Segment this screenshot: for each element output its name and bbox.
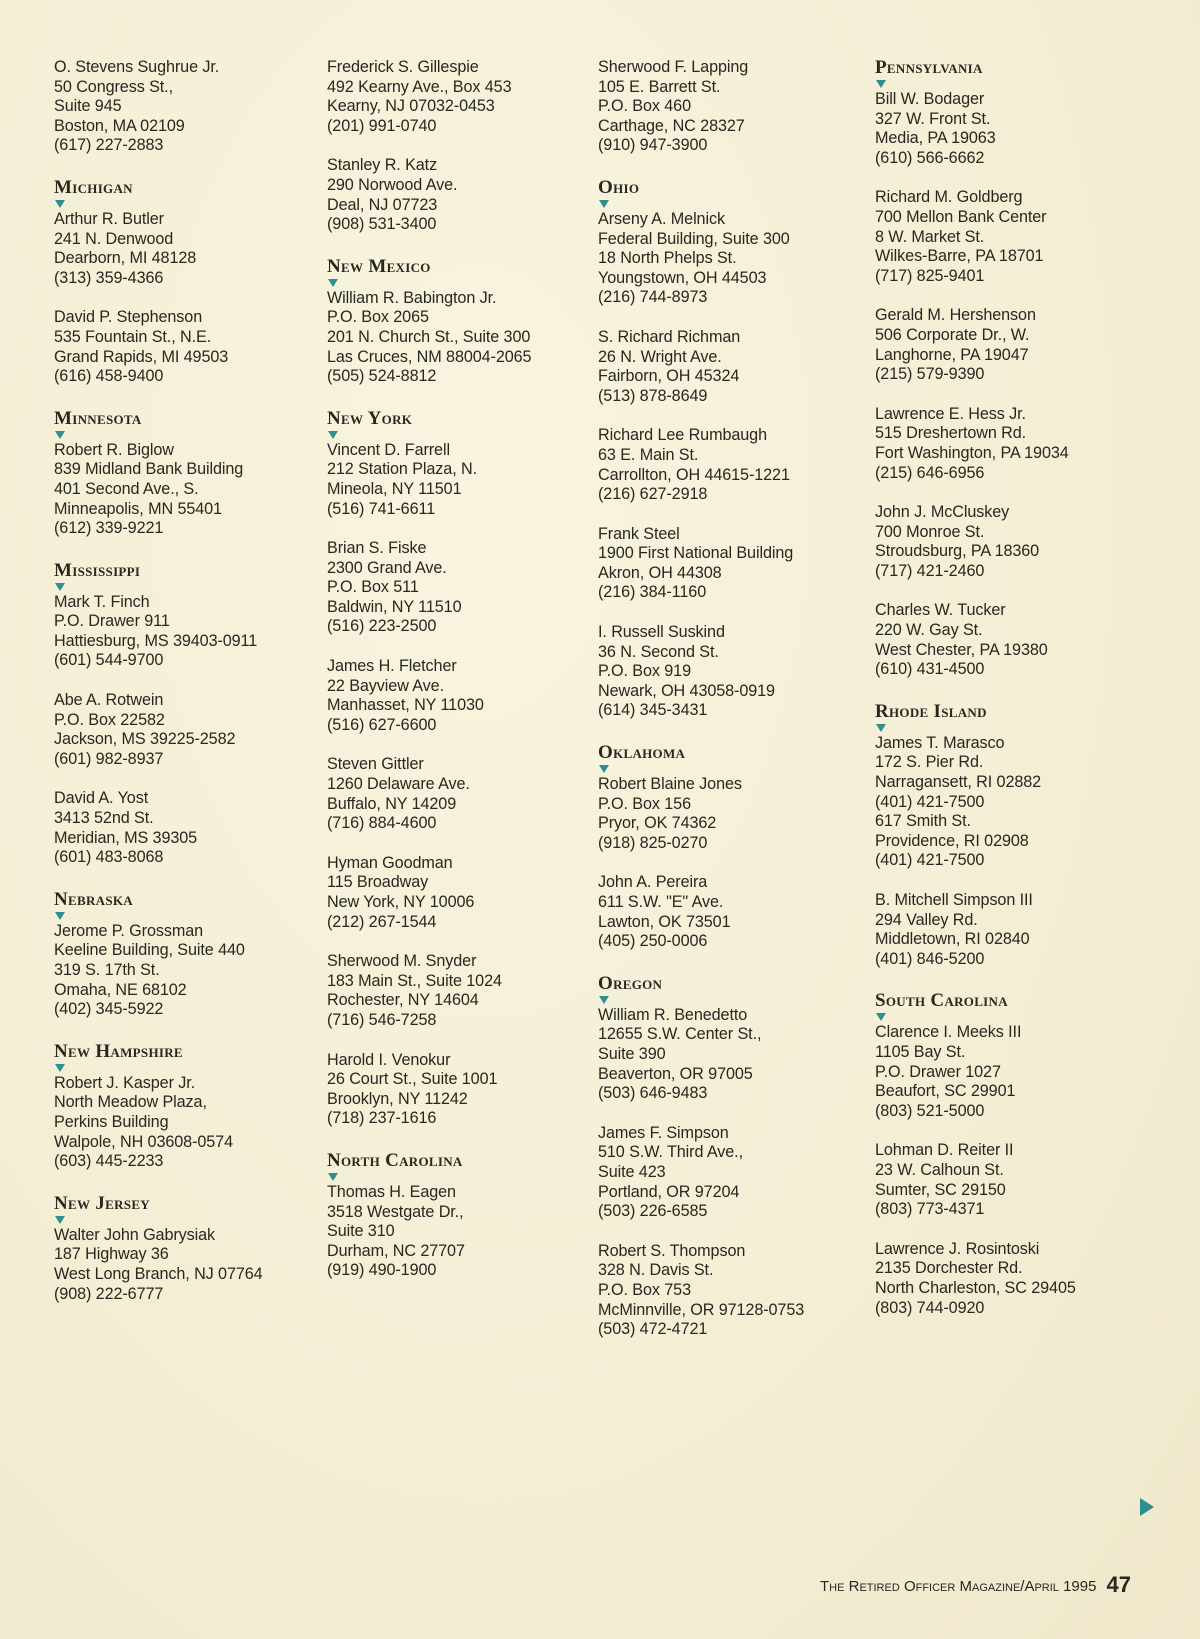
attorney-name: Vincent D. Farrell	[327, 440, 450, 459]
address-line: Beaufort, SC 29901	[875, 1082, 1016, 1101]
down-triangle-icon	[876, 724, 886, 732]
state-heading: Michigan	[54, 176, 133, 198]
attorney-entry	[598, 525, 868, 603]
attorney-entry	[54, 789, 324, 867]
address-line: Boston, MA 02109	[54, 116, 185, 135]
address-line: 1105 Bay St.	[875, 1042, 966, 1061]
address-line: McMinnville, OR 97128-0753	[598, 1300, 805, 1319]
address-line: Hattiesburg, MS 39403-0911	[54, 631, 258, 650]
directory-column	[327, 58, 597, 1301]
address-line: (601) 982-8937	[54, 749, 164, 768]
address-line: 401 Second Ave., S.	[54, 479, 199, 498]
attorney-entry	[54, 1226, 324, 1304]
directory-column	[54, 58, 324, 1324]
attorney-name: James F. Simpson	[598, 1123, 729, 1142]
address-line: Deal, NJ 07723	[327, 195, 438, 214]
attorney-entry	[54, 593, 324, 671]
address-line: 535 Fountain St., N.E.	[54, 327, 212, 346]
attorney-name: Thomas H. Eagen	[327, 1182, 456, 1201]
attorney-entry	[875, 306, 1145, 384]
attorney-name: B. Mitchell Simpson III	[875, 891, 1033, 909]
address-line: 187 Highway 36	[54, 1245, 169, 1264]
address-line: Pryor, OK 74362	[598, 814, 717, 833]
attorney-entry	[327, 539, 597, 637]
attorney-entry	[327, 58, 597, 136]
page-footer	[820, 1572, 1131, 1598]
state-section	[875, 58, 1145, 680]
attorney-name: Lawrence E. Hess Jr.	[875, 404, 1026, 423]
attorney-name: O. Stevens Sughrue Jr.	[54, 58, 220, 76]
attorney-entry	[598, 426, 868, 504]
address-line: 212 Station Plaza, N.	[327, 460, 477, 479]
address-line: (405) 250-0006	[598, 932, 708, 951]
address-line: 23 W. Calhoun St.	[875, 1160, 1004, 1179]
address-line: 201 N. Church St., Suite 300	[327, 327, 531, 346]
state-section	[54, 561, 324, 868]
address-line: Carthage, NC 28327	[598, 116, 745, 135]
address-line: (215) 646-6956	[875, 463, 985, 482]
address-line: Suite 423	[598, 1162, 666, 1181]
state-heading: New York	[327, 407, 413, 429]
attorney-entry	[598, 328, 868, 406]
address-line: Suite 945	[54, 97, 122, 116]
attorney-entry	[875, 734, 1145, 871]
address-line: 611 S.W. "E" Ave.	[598, 893, 724, 911]
attorney-entry	[598, 210, 868, 308]
address-line: P.O. Box 460	[598, 97, 691, 116]
attorney-entry	[54, 308, 324, 386]
address-line: P.O. Box 2065	[327, 308, 429, 327]
address-line: 241 N. Denwood	[54, 229, 174, 248]
down-triangle-icon	[328, 431, 338, 439]
attorney-entry	[54, 922, 324, 1020]
address-line: Narragansett, RI 02882	[875, 773, 1042, 792]
state-heading: Nebraska	[54, 888, 133, 910]
address-line: Omaha, NE 68102	[54, 980, 187, 999]
state-section	[54, 1194, 324, 1304]
attorney-entry	[327, 156, 597, 234]
state-section	[54, 178, 324, 387]
state-section	[54, 409, 324, 539]
address-line: West Chester, PA 19380	[875, 640, 1048, 659]
attorney-entry	[598, 873, 868, 951]
attorney-name: Clarence I. Meeks III	[875, 1023, 1022, 1042]
address-line: Media, PA 19063	[875, 129, 996, 148]
address-line: (216) 627-2918	[598, 485, 708, 504]
address-line: (610) 566-6662	[875, 148, 985, 167]
attorney-name: Gerald M. Hershenson	[875, 306, 1036, 325]
address-line: Brooklyn, NY 11242	[327, 1089, 468, 1108]
address-line: Portland, OR 97204	[598, 1182, 740, 1201]
down-triangle-icon	[599, 996, 609, 1004]
down-triangle-icon	[55, 1216, 65, 1224]
attorney-entry	[875, 503, 1145, 581]
attorney-entry	[875, 601, 1145, 679]
address-line: (216) 384-1160	[598, 583, 707, 602]
attorney-entry	[598, 1242, 868, 1340]
address-line: (505) 524-8812	[327, 367, 437, 386]
address-line: (401) 421-7500	[875, 792, 985, 811]
address-line: 3413 52nd St.	[54, 809, 154, 828]
attorney-name: Stanley R. Katz	[327, 156, 438, 175]
down-triangle-icon	[876, 80, 886, 88]
address-line: New York, NY 10006	[327, 893, 475, 911]
attorney-entry	[875, 1023, 1145, 1121]
attorney-entry	[327, 952, 597, 1030]
attorney-name: Frank Steel	[598, 524, 680, 543]
attorney-name: Bill W. Bodager	[875, 90, 985, 108]
attorney-name: Sherwood F. Lapping	[598, 58, 749, 76]
address-line: Fairborn, OH 45324	[598, 367, 740, 386]
attorney-name: Abe A. Rotwein	[54, 691, 164, 710]
address-line: 63 E. Main St.	[598, 445, 699, 464]
attorney-entry	[54, 58, 324, 156]
attorney-name: Richard Lee Rumbaugh	[598, 426, 767, 445]
address-line: Rochester, NY 14604	[327, 991, 479, 1010]
address-line: 700 Mellon Bank Center	[875, 207, 1047, 226]
address-line: Stroudsburg, PA 18360	[875, 542, 1040, 561]
address-line: 3518 Westgate Dr.,	[327, 1202, 464, 1221]
address-line: Youngstown, OH 44503	[598, 268, 767, 287]
attorney-entry	[875, 90, 1145, 168]
down-triangle-icon	[55, 583, 65, 591]
address-line: (918) 825-0270	[598, 833, 708, 852]
attorney-name: Lawrence J. Rosintoski	[875, 1239, 1040, 1258]
state-heading: Pennsylvania	[875, 57, 983, 78]
attorney-name: John J. McCluskey	[875, 503, 1010, 522]
attorney-entry	[54, 210, 324, 288]
attorney-name: Walter John Gabrysiak	[54, 1225, 216, 1244]
address-line: 510 S.W. Third Ave.,	[598, 1143, 743, 1162]
attorney-name: James T. Marasco	[875, 733, 1005, 752]
attorney-name: Robert S. Thompson	[598, 1241, 746, 1260]
attorney-entry	[875, 1240, 1145, 1318]
address-line: P.O. Drawer 911	[54, 612, 170, 631]
address-line: (908) 222-6777	[54, 1284, 164, 1303]
attorney-entry	[875, 188, 1145, 286]
address-line: (201) 991-0740	[327, 116, 437, 135]
address-line: 12655 S.W. Center St.,	[598, 1025, 762, 1044]
address-line: Suite 310	[327, 1222, 395, 1241]
down-triangle-icon	[55, 912, 65, 920]
attorney-entry	[54, 1074, 324, 1172]
attorney-entry	[54, 691, 324, 769]
address-line: 26 N. Wright Ave.	[598, 347, 722, 366]
address-line: (803) 744-0920	[875, 1298, 985, 1317]
address-line: P.O. Box 919	[598, 662, 691, 681]
address-line: (503) 226-6585	[598, 1202, 708, 1221]
attorney-entry	[598, 623, 868, 721]
attorney-entry	[327, 441, 597, 519]
attorney-entry	[598, 1006, 868, 1104]
address-line: 18 North Phelps St.	[598, 249, 737, 268]
attorney-entry	[327, 657, 597, 735]
address-line: Carrollton, OH 44615-1221	[598, 465, 790, 484]
address-line: Akron, OH 44308	[598, 563, 722, 582]
address-line: Langhorne, PA 19047	[875, 345, 1029, 364]
address-line: 36 N. Second St.	[598, 642, 719, 661]
address-line: 617 Smith St.	[875, 812, 971, 831]
state-section	[54, 58, 324, 156]
address-line: (216) 744-8973	[598, 288, 708, 307]
attorney-entry	[875, 891, 1145, 969]
address-line: Newark, OH 43058-0919	[598, 681, 775, 700]
address-line: Grand Rapids, MI 49503	[54, 347, 229, 366]
state-heading: Minnesota	[54, 407, 142, 429]
down-triangle-icon	[55, 431, 65, 439]
state-heading: New Jersey	[54, 1192, 150, 1214]
state-section	[327, 58, 597, 235]
address-line: Manhasset, NY 11030	[327, 696, 484, 715]
down-triangle-icon	[328, 279, 338, 287]
address-line: 2135 Dorchester Rd.	[875, 1259, 1023, 1278]
address-line: 22 Bayview Ave.	[327, 676, 444, 695]
state-section	[875, 991, 1145, 1318]
address-line: Beaverton, OR 97005	[598, 1064, 753, 1083]
down-triangle-icon	[55, 200, 65, 208]
address-line: (617) 227-2883	[54, 136, 164, 155]
address-line: Sumter, SC 29150	[875, 1180, 1006, 1199]
address-line: (513) 878-8649	[598, 386, 708, 405]
address-line: (516) 223-2500	[327, 617, 437, 636]
address-line: 328 N. Davis St.	[598, 1261, 714, 1280]
address-line: P.O. Box 753	[598, 1280, 691, 1299]
address-line: 1260 Delaware Ave.	[327, 775, 470, 794]
down-triangle-icon	[876, 1013, 886, 1021]
address-line: (503) 472-4721	[598, 1320, 708, 1339]
address-line: Jackson, MS 39225-2582	[54, 730, 236, 749]
address-line: 839 Midland Bank Building	[54, 460, 244, 479]
address-line: North Charleston, SC 29405	[875, 1278, 1076, 1297]
address-line: 50 Congress St.,	[54, 77, 173, 96]
address-line: (610) 431-4500	[875, 660, 985, 679]
state-heading: Oklahoma	[598, 742, 686, 764]
state-heading: South Carolina	[875, 990, 1008, 1012]
attorney-name: Robert Blaine Jones	[598, 775, 742, 794]
attorney-name: Sherwood M. Snyder	[327, 952, 477, 971]
address-line: P.O. Box 156	[598, 794, 691, 813]
attorney-entry	[598, 58, 868, 156]
address-line: 172 S. Pier Rd.	[875, 753, 984, 772]
address-line: (717) 825-9401	[875, 266, 985, 285]
address-line: (516) 741-6611	[327, 499, 436, 518]
down-triangle-icon	[599, 765, 609, 773]
address-line: 506 Corporate Dr., W.	[875, 325, 1030, 344]
address-line: 290 Norwood Ave.	[327, 175, 458, 194]
attorney-name: I. Russell Suskind	[598, 623, 725, 642]
address-line: 515 Dreshertown Rd.	[875, 424, 1027, 443]
state-section	[598, 178, 868, 721]
address-line: P.O. Box 511	[327, 578, 419, 597]
attorney-name: Jerome P. Grossman	[54, 921, 204, 940]
address-line: 1900 First National Building	[598, 544, 794, 563]
state-heading: New Mexico	[327, 255, 431, 277]
address-line: Baldwin, NY 11510	[327, 597, 462, 616]
state-section	[327, 1151, 597, 1281]
address-line: Fort Washington, PA 19034	[875, 443, 1069, 462]
state-heading: Mississippi	[54, 559, 141, 581]
address-line: 220 W. Gay St.	[875, 621, 983, 640]
address-line: (313) 359-4366	[54, 268, 164, 287]
address-line: Lawton, OK 73501	[598, 912, 731, 931]
attorney-name: Mark T. Finch	[54, 592, 150, 611]
address-line: (716) 546-7258	[327, 1010, 437, 1029]
address-line: Durham, NC 27707	[327, 1241, 465, 1260]
address-line: (919) 490-1900	[327, 1261, 437, 1280]
state-section	[598, 743, 868, 952]
state-heading: Ohio	[598, 176, 640, 198]
address-line: Mineola, NY 11501	[327, 479, 462, 498]
state-section	[54, 890, 324, 1020]
attorney-entry	[875, 1141, 1145, 1219]
address-line: (614) 345-3431	[598, 701, 708, 720]
address-line: 327 W. Front St.	[875, 109, 991, 128]
attorney-name: John A. Pereira	[598, 873, 708, 892]
address-line: (717) 421-2460	[875, 561, 985, 580]
address-line: 2300 Grand Ave.	[327, 558, 447, 577]
magazine-title: The Retired Officer Magazine/April 1995	[820, 1578, 1097, 1595]
address-line: (401) 421-7500	[875, 851, 985, 870]
attorney-entry	[54, 441, 324, 539]
address-line: Suite 390	[598, 1044, 666, 1063]
state-heading: New Hampshire	[54, 1040, 183, 1062]
attorney-name: Charles W. Tucker	[875, 601, 1006, 620]
attorney-name: Arseny A. Melnick	[598, 209, 725, 228]
address-line: P.O. Drawer 1027	[875, 1062, 1001, 1081]
attorney-name: Frederick S. Gillespie	[327, 58, 479, 76]
address-line: 700 Monroe St.	[875, 522, 985, 541]
attorney-entry	[327, 854, 597, 932]
attorney-entry	[327, 289, 597, 387]
address-line: Wilkes-Barre, PA 18701	[875, 247, 1044, 266]
address-line: 26 Court St., Suite 1001	[327, 1070, 498, 1089]
address-line: Perkins Building	[54, 1112, 169, 1131]
address-line: 183 Main St., Suite 1024	[327, 971, 502, 990]
address-line: (402) 345-5922	[54, 1000, 164, 1019]
attorney-name: David A. Yost	[54, 789, 149, 808]
state-section	[54, 1042, 324, 1172]
down-triangle-icon	[599, 200, 609, 208]
address-line: Middletown, RI 02840	[875, 930, 1030, 949]
address-line: Kearny, NJ 07032-0453	[327, 97, 495, 116]
address-line: (401) 846-5200	[875, 949, 985, 968]
address-line: North Meadow Plaza,	[54, 1093, 207, 1112]
address-line: (803) 521-5000	[875, 1101, 985, 1120]
directory-column	[598, 58, 868, 1360]
state-heading: Rhode Island	[875, 700, 987, 722]
address-line: Walpole, NH 03608-0574	[54, 1132, 233, 1151]
attorney-name: Hyman Goodman	[327, 853, 453, 872]
address-line: Providence, RI 02908	[875, 831, 1029, 850]
address-line: 105 E. Barrett St.	[598, 77, 721, 96]
address-line: (215) 579-9390	[875, 365, 985, 384]
attorney-name: Arthur R. Butler	[54, 209, 164, 228]
address-line: (716) 884-4600	[327, 814, 437, 833]
address-line: (516) 627-6600	[327, 715, 437, 734]
address-line: 8 W. Market St.	[875, 227, 985, 246]
attorney-entry	[598, 775, 868, 853]
state-section	[327, 409, 597, 1129]
state-section	[598, 58, 868, 156]
address-line: Buffalo, NY 14209	[327, 794, 457, 813]
address-line: Dearborn, MI 48128	[54, 249, 197, 268]
address-line: Las Cruces, NM 88004-2065	[327, 347, 532, 366]
attorney-entry	[327, 1051, 597, 1129]
attorney-entry	[327, 755, 597, 833]
address-line: (601) 483-8068	[54, 848, 164, 867]
attorney-name: Robert J. Kasper Jr.	[54, 1073, 196, 1092]
state-section	[327, 257, 597, 387]
attorney-name: James H. Fletcher	[327, 657, 457, 676]
address-line: P.O. Box 22582	[54, 710, 165, 729]
address-line: (803) 773-4371	[875, 1200, 985, 1219]
attorney-name: William R. Benedetto	[598, 1005, 748, 1024]
address-line: Keeline Building, Suite 440	[54, 941, 245, 960]
attorney-entry	[598, 1124, 868, 1222]
address-line: (503) 646-9483	[598, 1084, 708, 1103]
directory-column	[875, 58, 1145, 1338]
address-line: (612) 339-9221	[54, 519, 164, 538]
address-line: Minneapolis, MN 55401	[54, 499, 222, 518]
attorney-name: William R. Babington Jr.	[327, 288, 497, 307]
attorney-name: Robert R. Biglow	[54, 440, 174, 459]
attorney-entry	[875, 405, 1145, 483]
page-number: 47	[1106, 1572, 1131, 1597]
attorney-name: Brian S. Fiske	[327, 539, 427, 558]
down-triangle-icon	[55, 1064, 65, 1072]
attorney-entry	[327, 1183, 597, 1281]
address-line: (718) 237-1616	[327, 1109, 437, 1128]
attorney-name: Lohman D. Reiter II	[875, 1141, 1014, 1160]
down-triangle-icon	[328, 1173, 338, 1181]
attorney-name: S. Richard Richman	[598, 327, 741, 346]
address-line: 319 S. 17th St.	[54, 961, 160, 979]
address-line: Meridian, MS 39305	[54, 828, 198, 847]
state-section	[875, 702, 1145, 970]
address-line: 294 Valley Rd.	[875, 910, 978, 929]
attorney-name: Steven Gittler	[327, 755, 424, 774]
continue-arrow-icon	[1140, 1498, 1154, 1516]
address-line: (212) 267-1544	[327, 912, 437, 931]
address-line: 492 Kearny Ave., Box 453	[327, 77, 512, 96]
address-line: (616) 458-9400	[54, 367, 164, 386]
state-heading: Oregon	[598, 972, 663, 994]
attorney-name: David P. Stephenson	[54, 308, 203, 327]
state-heading: North Carolina	[327, 1149, 463, 1171]
address-line: (603) 445-2233	[54, 1152, 164, 1171]
attorney-name: Richard M. Goldberg	[875, 188, 1023, 207]
address-line: 115 Broadway	[327, 873, 429, 892]
address-line: (910) 947-3900	[598, 136, 708, 155]
address-line: Federal Building, Suite 300	[598, 229, 790, 248]
address-line: West Long Branch, NJ 07764	[54, 1264, 263, 1283]
address-line: (601) 544-9700	[54, 651, 164, 670]
state-section	[598, 974, 868, 1340]
address-line: (908) 531-3400	[327, 215, 437, 234]
attorney-name: Harold I. Venokur	[327, 1050, 451, 1069]
